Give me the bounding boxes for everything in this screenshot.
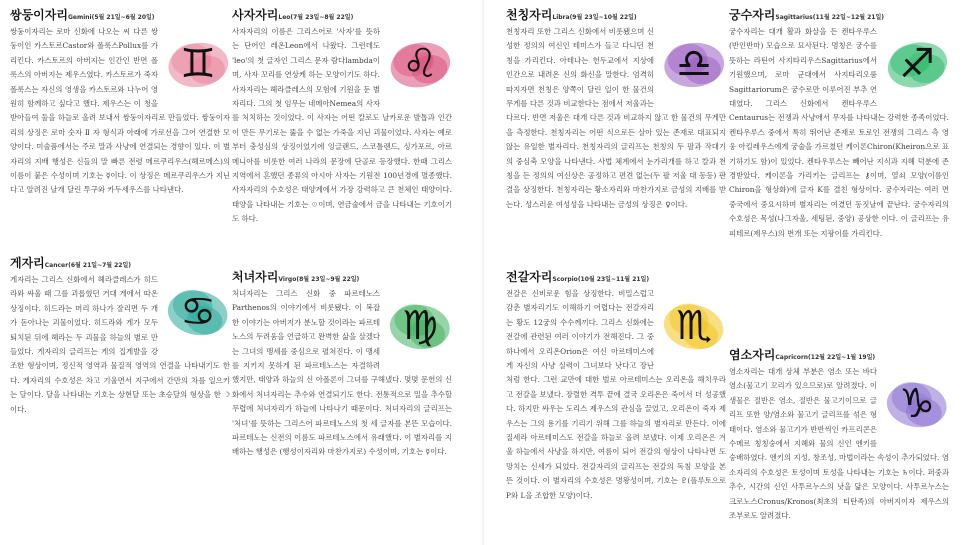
sign-name: 처녀자리 xyxy=(232,270,279,284)
sign-dates: (9월 23일~10월 22일) xyxy=(569,14,637,21)
sign-dates: (12월 22일~1월 19일) xyxy=(808,354,876,361)
sign-dates: (7월 23일~8월 22일) xyxy=(290,14,354,21)
sign-description: 쌍둥이자리는 로마 신화에 나오는 씨 다른 쌍둥이인 카스토르Castor와 폴룩스Pollux를 가리킨다. 카스토르의 아버지는 인간인 반면 폴룩스의 아버지는 제우스였다. 카스토르가 죽자 폴룩스는 자신의 영생을 카스토르와 나누어 영원히 함께하고 싶다고 했다. 제우스는 이 청을 받아들여 둘을 하늘로 올려 보내서 쌍둥이자리로 만들었다. 쌍둥이자리의 상징은 로마 숫자 Ⅱ 자 형식과 아래에 가로선을 그어 연결한 모양이다. 미술품에서는 주로 말과 사냥에 연결되는 경향이 있다. 이 별자리의 지배 행성은 신들의 말 빠른 전령 메르쿠리우스(헤르메스)의 이름이 붙은 수성이며 기호는 ☿이다. 이 상징은 메르쿠리우스가 지닌다고 알려진 날개 달린 투구와 카두세우스를 나타낸다. xyxy=(10,27,230,195)
sign-libra xyxy=(506,4,726,266)
sign-english-name: Virgo xyxy=(278,276,297,283)
column-1 xyxy=(10,4,230,417)
virgo-glyph-icon: ♍ xyxy=(402,303,438,349)
column-2 xyxy=(232,4,452,460)
libra-watercolor-art xyxy=(658,27,730,99)
sign-virgo xyxy=(232,266,452,460)
column-3 xyxy=(506,4,726,503)
sign-heading xyxy=(10,252,230,271)
sign-capricorn xyxy=(729,344,949,523)
sign-description: 천칭자리 또한 그리스 신화에서 비롯됐으며 신성한 정의의 여신인 테미스가 들고 다니던 천칭을 가리킨다. 아테나는 헌두교에서 지상에 인간으로 내려온 신의 화신을 말한다. 엄격히 따지자면 천칭은 양쪽이 달린 일이 한 물건의 무게를 다른 것과 비교한다는 점에서 저울과는 다르다. 반면 저울은 대개 다른 것과 비교하지 않고 한 물건의 무게만을 측정한다. 천칭자리는 어떤 식으로든 살아 있는 존재로 대표되지 않는 유일한 별자리다. 천칭자리의 글리프는 천칭의 두 팔과 작대기의 중심축 모양을 나타낸다. 사법 체계에서 눈가리개를 하고 칼과 천칭을 든 정의의 여신상은 공정하고 편견 없는(두 팔 저울 대 동등) 판결을 상징한다. 천칭자리는 황소자리와 마찬가지로 금성의 지배를 받는다. 성스러운 여성성을 나타내는 금성의 상징은 ♀이다. xyxy=(506,27,726,209)
sign-heading xyxy=(506,266,726,285)
leo-art-svg xyxy=(384,27,456,99)
leo-watercolor-art xyxy=(384,27,456,99)
sagittarius-watercolor-art xyxy=(881,27,953,99)
capricorn-art-svg xyxy=(881,367,953,439)
sign-dates: (11월 22일~12월 21일) xyxy=(812,14,885,21)
sign-english-name: Capricorn xyxy=(775,354,809,361)
column-4 xyxy=(729,4,949,523)
gemini-watercolor-art xyxy=(162,27,234,99)
sign-leo xyxy=(232,4,452,266)
sign-english-name: Cancer xyxy=(44,262,69,269)
page-gutter xyxy=(482,0,484,545)
sign-dates: (6월 21일~7월 22일) xyxy=(68,262,132,269)
gemini-art-svg xyxy=(162,27,234,99)
sign-heading xyxy=(232,4,452,23)
cancer-glyph-icon: ♋ xyxy=(180,289,216,335)
sign-name: 쌍둥이자리 xyxy=(10,8,68,22)
sign-description: 처녀자리는 그리스 신화 중 파르테노스Parthenos의 이야기에서 비롯됐다. 이 복잡한 이야기는 아버지가 분노할 것이라는 파르테노스의 두려움을 언급하고 완벽한 삶을 살겠다는 그녀의 맹세를 중심으로 펼쳐진다. 이 맹세를 지키지 못하게 된 파르테노스는 자결하려 했지만, 태양과 하늘의 신 아폴론이 그녀를 구해냈다. 몇몇 문헌의 신화에서 처녀자리는 추수와 연결되기도 한다. 전통적으로 밀을 추수할 무렵에 처녀자리가 하늘에 나타나기 때문이다. 처녀자리의 글리프는 '처녀'를 뜻하는 그리스어 파르테노스의 첫 세 글자를 본뜬 모습이다. 파르테노는 신전의 이름도 파르테노스에서 유래했다. 이 별자리를 지배하는 행성은 (행성이자리와 마찬가지로) 수성이며, 기호는 ☿이다. xyxy=(232,289,452,457)
sign-english-name: Leo xyxy=(278,14,291,21)
virgo-art-svg xyxy=(384,289,456,361)
sign-cancer xyxy=(10,252,230,417)
scorpio-watercolor-art xyxy=(658,289,730,361)
sign-name: 염소자리 xyxy=(729,348,776,362)
scorpio-glyph-icon: ♏ xyxy=(676,303,712,349)
virgo-watercolor-art xyxy=(384,289,456,361)
sagittarius-art-svg xyxy=(881,27,953,99)
cancer-watercolor-art xyxy=(162,275,234,347)
sign-name: 게자리 xyxy=(10,256,45,270)
sign-english-name: Libra xyxy=(552,14,570,21)
sign-heading xyxy=(232,266,452,285)
sign-scorpio xyxy=(506,266,726,503)
sign-heading xyxy=(729,4,949,23)
sign-description: 게자리는 그리스 신화에서 헤라클레스가 히드라와 싸울 때 그를 괴롭혔던 거대 게에서 따온 상징이다. 히드라는 머리 하나가 잘리면 두 개가 돋아나는 괴물이었다. 히드라와 게가 모두 퇴치된 뒤에 헤라는 두 괴물을 하늘의 별로 만들었다. 게자리의 글리프는 게의 집게발을 강조한 형상이며, 정신적 영역과 물질적 영역의 연결을 나타내기도 한다. 게자리의 수호성은 차고 기울면서 지구에서 간만의 차를 일으키는 달이다. 달을 나타내는 기호는 상현달 또는 초승달의 형상을 한 ☽이다. xyxy=(10,275,230,414)
libra-art-svg xyxy=(658,27,730,99)
sagittarius-glyph-icon: ♐ xyxy=(899,41,935,87)
sign-description: 염소자리는 대개 상체 부분은 염소 또는 바다 염소(물고기 꼬리가 있으므로)로 알려졌다. 이 생물은 절반은 염소, 절반은 물고기이므로 글리프 또한 양/염소와 물고기 글리프를 섞은 형태이다. 염소와 물고기가 반반씩인 카프리콘은 수메르 칭칭숭에서 지혜와 물의 신인 엔키를 숭배하였다. 엔키의 지성, 창조성, 마법이라는 속성이 추가되었다. 염소자리의 수호성은 토성이며 토성을 나타내는 기호는 ♄이다. 퍼중과 추수, 시간의 신인 사투르누스의 낫을 닮은 모양이다. 사투르누스는 크로노스Cronus/Kronos(최초의 티탄족)의 아버지이자 제우스의 조부로도 알려졌다. xyxy=(729,367,949,521)
libra-glyph-icon: ♎ xyxy=(676,41,712,87)
sign-description: 전갈은 신비로운 힘을 상징한다. 비밀스럽고 감춘 별자리기도 이해하기 어렵다는 전갈자리는 황도 12궁의 수수께끼다. 그리스 신화에는 전갈에 관련된 여러 이야기가 전해진다. 그 중 하나에서 오리온Orion은 여신 아르테미스에게 자신의 사냥 실력이 그녀보다 낫다고 장난 처럼 한다. 그런 교만에 대한 벌로 아르테미스는 오리온을 해치우라고 전갈을 보냈다. 장렬한 격투 끝에 결국 오리온은 죽어서 더 성공했다. 하지만 싸우는 도리스 제우스의 관심을 끌었고, 오리온이 죽자 제우스는 그의 용기를 기리기 위해 그를 하늘의 별자리로 만든다. 이에 질세라 아르테미스도 전갈을 하늘로 올려 보냈다. 이제 오리온은 겨울 하늘에서 사냥을 하지만, 여름이 되어 전갈의 형상이 나타나면 도망치는 신세가 되었다. 전갈자리의 글리프는 전갈의 독침 모양을 본뜬 것이다. 이 별자리의 수호성은 명왕성이며, 기호는 ♇(플루토으로 P와 L을 조합한 모양)이다. xyxy=(506,289,726,500)
sign-dates: (10월 23일~11월 21일) xyxy=(577,276,650,283)
sign-heading xyxy=(506,4,726,23)
sign-name: 궁수자리 xyxy=(729,8,776,22)
sign-english-name: Gemini xyxy=(67,14,92,21)
sign-english-name: Sagittarius xyxy=(775,14,813,21)
sign-english-name: Scorpio xyxy=(552,276,578,283)
sign-name: 사자자리 xyxy=(232,8,279,22)
gemini-glyph-icon: ♊ xyxy=(180,41,216,87)
capricorn-watercolor-art xyxy=(881,367,953,439)
sign-name: 천칭자리 xyxy=(506,8,553,22)
sign-dates: (5월 21일~6월 20일) xyxy=(91,14,155,21)
sign-dates: (8월 23일~9월 22일) xyxy=(296,276,360,283)
leo-glyph-icon: ♌ xyxy=(402,41,438,87)
sign-heading xyxy=(729,344,949,363)
sign-description: 사자자리의 이름은 그리스어로 '사자'를 뜻하는 단어인 레온Leon에서 나왔다. 그런데도 'leo'의 첫 글자인 그리스 문자 람다lambda이며, 사자 꼬리를 연상케 하는 모양이기도 하다. 사자자리는 헤라클레스의 모험에 기원을 둔 별자리다. 그의 첫 임무는 네메아Nemea의 사자를 처치하는 것이었다. 이 사자는 어떤 칼로도 날카로운 발톱과 인간이 만든 무기로는 뚫을 수 없는 가죽을 지닌 괴물이었다. 사자는 예로부터 충성심의 상징이었기에 잉글랜드, 스코틀랜드, 싱가포르, 아르메니아를 비롯한 여러 나라의 문장에 단골로 등장했다. 한때 그리스 지역에서 흔했던 종류의 아시아 사자는 기원전 100년경에 멸종했다. 사자자리의 수호성은 태양계에서 가장 강력하고 큰 천체인 태양이다. 태양을 나타내는 기호는 ☉이며, 연금술에서 금을 나타내는 기호이기도 하다. xyxy=(232,27,452,224)
scorpio-art-svg xyxy=(658,289,730,361)
sign-name: 전갈자리 xyxy=(506,270,553,284)
cancer-art-svg xyxy=(162,275,234,347)
sign-gemini xyxy=(10,4,230,252)
sign-heading xyxy=(10,4,230,23)
sign-sagittarius xyxy=(729,4,949,344)
sign-description: 궁수자리는 대개 활과 화살을 든 켄타우루스(반인반마) 모습으로 묘사된다. 명칭은 궁수를 뜻하는 라틴어 사지타리우스Sagittarius에서 기원했으며, 로마 군대에서 사지타리오룸Sagittariorum은 궁수로만 이루어진 부추 연대였다. 그리스 신화에서 켄타우루스Centaurus는 전쟁과 사냥에서 무자를 나타내는 강력한 종족이었다. 켄타우루스 중에서 특히 뛰어난 존재로 토로인 전쟁의 그리스 측 영웅 아킬레우스에게 궁술을 가르쳤던 케이론Chiron(Kheiron으로 표기하기도 함)이 있었다. 켄타우루스는 빼어난 지식과 지혜 덕분에 존경받았다. 케이론을 가리키는 글리프는 ⚷이며, 열쇠 모양(이름인 Chiron을 형상화)에 글자 K를 결친 형상이다. 궁수자리는 여러 면 중국에서 중요시하며 별자리는 여겼던 동짓날에 끝난다. 궁수자리의 수호성은 목성(나그자울, 세팅된, 중앙) 공상한 이다. 이 글리프는 유피테르(제우스)의 번개 또는 지팡이를 가리킨다. xyxy=(729,27,949,238)
capricorn-glyph-icon: ♑ xyxy=(899,381,935,427)
